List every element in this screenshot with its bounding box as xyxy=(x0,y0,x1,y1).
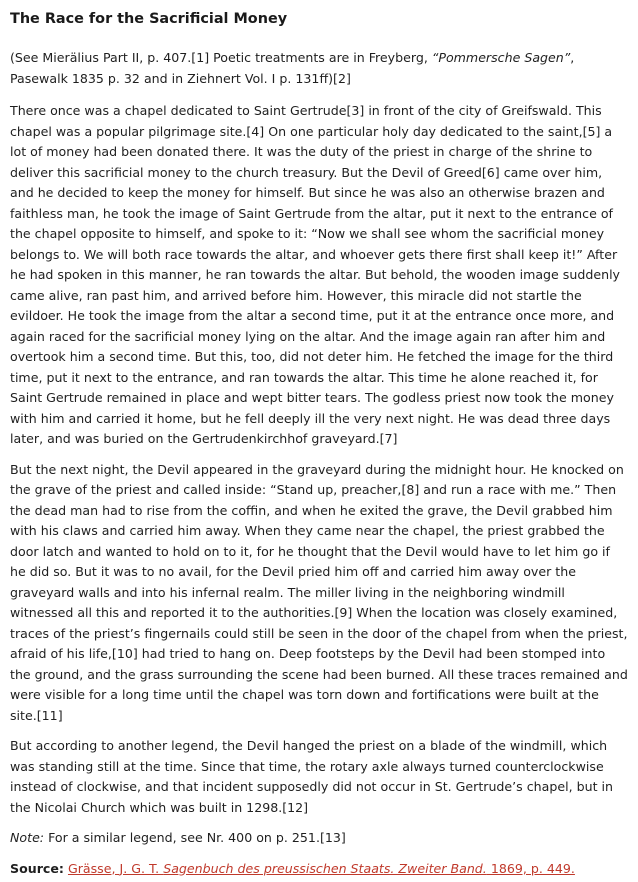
page-title: The Race for the Sacrificial Money xyxy=(10,11,288,27)
paragraph-1: There once was a chapel dedicated to Saint Gertrude[3] in front of the city of Greifswald. This chapel was a popular pilgrimage site.[4] On one particular holy day dedicated to the saint,[5] a lot of money had been donated there. It was the duty of the priest in charge of the shrine to deliver this sacrificial money to the church treasury. But the Devil of Greed[6] came over him, and he decided to keep the money for himself. But since he was also an otherwise brazen and faithless man, he took the image of Saint Gertrude from the altar, put it next to the entrance of the chapel opposite to himself, and spoke to it: “Now we shall see whom the sacrificial money belongs to. We will both race towards the altar, and whoever gets there first shall keep it!” After he had spoken in this manner, he ran towards the altar. But behold, the wooden image suddenly came alive, ran past him, and arrived before him. However, this miracle did not startle the evildoer. He took the image from the altar a second time, put it at the entrance once more, and again raced for the sacrificial money lying on the altar. And the image again ran after him and overtook him a second time. But this, too, did not deter him. He fetched the image for the third time, put it next to the entrance, and ran towards the altar. This time he alone reached it, for Saint Gertrude remained in place and wept bitter tears. The godless priest now took the money with him and carried it home, but he fell deeply ill the very next night. He was dead three days later, and was buried on the Gertrudenkirchhof graveyard.[7] xyxy=(10,103,621,446)
paragraph-2: But the next night, the Devil appeared in the graveyard during the midnight hour. He knocked on the grave of the priest and called inside: “Stand up, preacher,[8] and run a race with me.” Then the dead man had to rise from the coffin, and when he exited the grave, the Devil grabbed him with his claws and carried him away. When they came near the chapel, the priest grabbed the door latch and wanted to hold on to it, for he thought that the Devil would have to let him go if he did so. But it was to no avail, for the Devil pried him off and carried him away over the graveyard walls and into his infernal realm. The miller living in the neighboring windmill witnessed all this and reported it to the authorities.[9] When the location was closely examined, traces of the priest’s fingernails could still be seen in the door of the chapel from when the priest, afraid of his life,[10] had tried to hang on. Deep footsteps by the Devil had been stomped into the ground, and the grass surrounding the scene had been burned. All these traces remained and were visible for a long time until the chapel was torn down and fortifications were built at the site.[11] xyxy=(10,461,628,723)
source-link-book: Sagenbuch des preussischen Staats. Zweiter Band. xyxy=(163,860,487,876)
note xyxy=(10,828,628,849)
intro-book-title: “Pommersche Sagen” xyxy=(431,50,571,65)
intro-citation xyxy=(10,48,628,89)
source xyxy=(10,859,628,880)
source-link[interactable] xyxy=(68,861,575,876)
source-link-author: Grässe, J. G. T. xyxy=(67,860,164,876)
note-label: Note: xyxy=(10,830,45,845)
paragraph-3: But according to another legend, the Devil hanged the priest on a blade of the windmill, which was standing still at the time. Since that time, the rotary axle always turned counterclockwise instead of clockwise, and that incident supposedly did not occur in St. Gertrude’s chapel, but in the Nicolai Church which was built in 1298.[12] xyxy=(10,738,613,815)
source-label: Source: xyxy=(10,860,64,876)
intro-text-end: , Pasewalk 1835 p. 32 and in Ziehnert Vol. I p. 131ff)[2] xyxy=(10,50,575,86)
note-text: For a similar legend, see Nr. 400 on p. 251.[13] xyxy=(44,830,346,845)
intro-text: (See Mierälius Part II, p. 407.[1] Poetic treatments are in Freyberg, xyxy=(10,50,432,65)
source-link-pages: 1869, p. 449. xyxy=(486,860,575,876)
